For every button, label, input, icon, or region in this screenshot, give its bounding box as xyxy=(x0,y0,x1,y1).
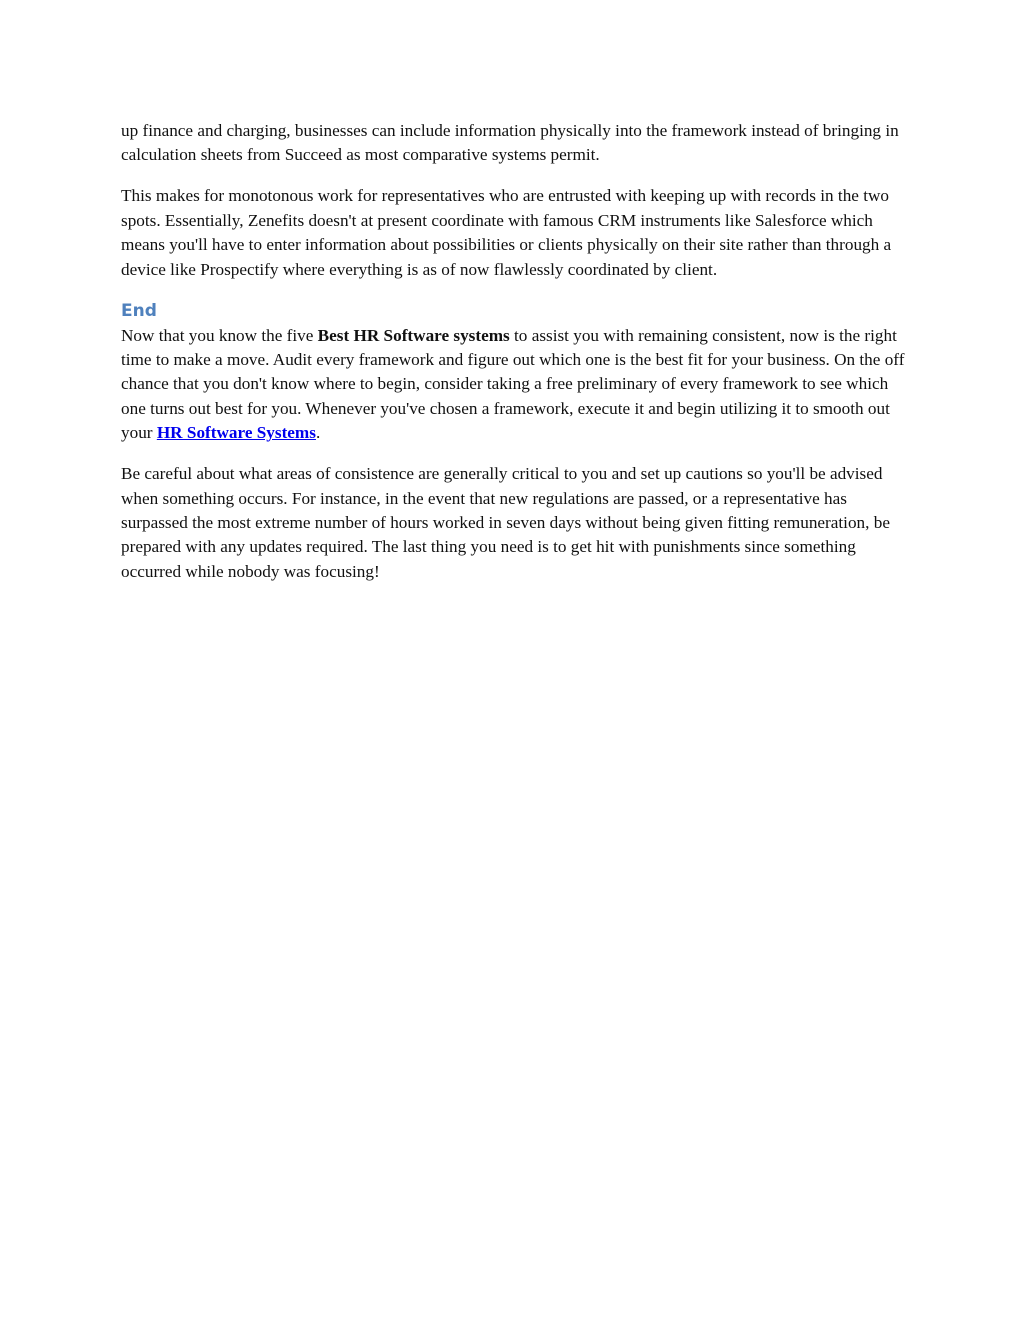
conclusion-text-middle: to assist you with remaining consistent, now is the right time to make a move. Audit every framework and figure out which one is the best fit for your business. On the off chance that you don't know where to begin, consider taking a free preliminary of every framework to see which one turns out best for you. Whenever you've chosen a framework, execute it and begin utilizing it to smooth out your xyxy=(121,325,905,443)
section-heading-end: End xyxy=(121,300,157,321)
paragraph-finance: up finance and charging, businesses can include information physically into the framework instead of bringing in calculation sheets from Succeed as most comparative systems permit. xyxy=(121,121,899,165)
paragraph-be-careful: Be careful about what areas of consistence are generally critical to you and set up cautions so you'll be advised when something occurs. For instance, in the event that new regulations are passed, or a representative has surpassed the most extreme number of hours worked in seven days without being given fitting remuneration, be prepared with any updates required. The last thing you need is to get hit with punishments since something occurred while nobody was focusing! xyxy=(121,464,890,581)
bold-phrase-best-hr-software: Best HR Software systems xyxy=(317,325,510,345)
hr-software-systems-link[interactable]: HR Software Systems xyxy=(156,423,316,443)
paragraph-monotonous-work: This makes for monotonous work for representatives who are entrusted with keeping up with records in the two spots. Essentially, Zenefits doesn't at present coordinate with famous CRM instruments like Salesforce which means you'll have to enter information about possibilities or clients physically on their site rather than through a device like Prospectify where everything is as of now flawlessly coordinated by client. xyxy=(121,186,892,279)
paragraph-conclusion xyxy=(121,324,911,446)
conclusion-text-end: . xyxy=(315,423,321,443)
document-body xyxy=(121,119,911,601)
conclusion-text-start: Now that you know the five xyxy=(121,325,318,345)
